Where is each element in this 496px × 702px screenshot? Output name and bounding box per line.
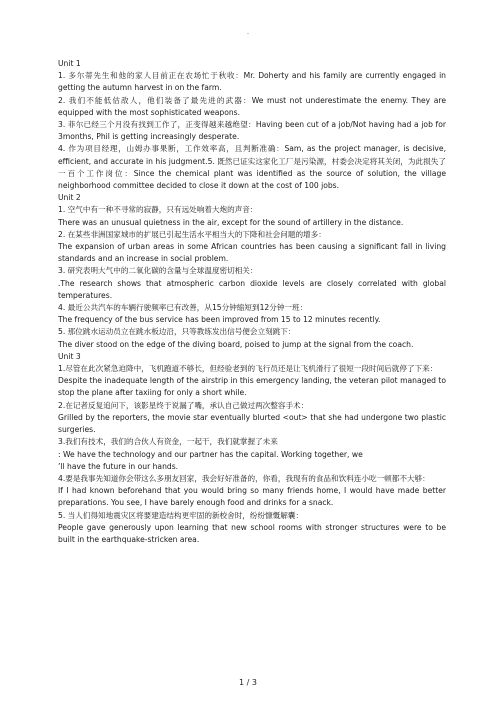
paragraph: Grilled by the reporters, the movie star eventually blurted <out> that she had undergone two plastic surgeries. <box>58 412 446 435</box>
paragraph: 3. 研究表明大气中的二氧化碳的含量与全球温度密切相关： <box>58 266 258 276</box>
paragraph: .The research shows that atmospheric carbon dioxide levels are closely correlated with global temperatures. <box>58 278 446 300</box>
paragraph: 5. 当人们得知地震灾区将要建造结构更牢固的新校舍时，纷纷慷慨解囊： <box>58 510 304 520</box>
paragraph: If I had known beforehand that you would bring so many friends home, I would have made better preparations. You see, I have barely enough food and drinks for a snack. <box>58 486 446 508</box>
paragraph: 2.在记者反复追问下，该影星终于说漏了嘴，承认自己做过两次整容手术： <box>58 400 309 410</box>
paragraph: : We have the technology and our partner has the capital. Working together, we <box>58 449 363 459</box>
paragraph: 1.尽管在此次紧急迫降中，飞机跑道不够长，但经验老到的飞行员还是让飞机滑行了很短一段时间后就停了下来： <box>58 364 438 374</box>
paragraph: 1. 空气中有一种不寻常的寂静，只有远处响着大炮的声音： <box>58 205 258 215</box>
paragraph: 3. 菲尔已经三个月没有找到工作了，正变得越来越绝望：Having been cut of a job/Not having had a job for 3months, Phil is getting increasingly desperate. <box>58 120 446 142</box>
paragraph: The diver stood on the edge of the diving board, poised to jump at the signal from the coach. <box>58 339 414 349</box>
paragraph: 4. 作为项目经理，山姆办事果断，工作效率高，且判断准确：Sam, as the project manager, is decisive, efficient, and accurate in his judgment.5. 既然已证实这家化工厂是污染源，村委会决定将其关闭，为此损失了一百个工作岗位：Since the chemical plant was identified as the source of solution, the village neighborhood committee decided to close it down at the cost of 100 jobs. <box>58 144 446 191</box>
paragraph: 4. 最近公共汽车的车辆行驶频率已有改善，从15分钟缩短到12分钟一班： <box>58 303 308 313</box>
unit-heading: Unit 2 <box>58 193 81 203</box>
paragraph: There was an unusual quietness in the air, except for the sound of artillery in the distance. <box>58 217 404 227</box>
paragraph: 3.我们有技术，我们的合伙人有资金，一起干，我们就掌握了未来 <box>58 437 278 447</box>
unit-heading: Unit 1 <box>58 59 81 68</box>
paragraph: The expansion of urban areas in some African countries has been causing a significant fall in living standards and an increase in social problem. <box>58 242 446 264</box>
paragraph: 5. 那位跳水运动员立在跳水板边沿，只等教练发出信号便会立刻跳下： <box>58 327 296 337</box>
paragraph: ’ll have the future in our hands. <box>58 461 179 471</box>
paragraph: Despite the inadequate length of the airstrip in this emergency landing, the veteran pilot managed to stop the plane after taxiing for only a short while. <box>58 376 446 398</box>
paragraph: 2. 我们不能低估敌人，他们装备了最先进的武器：We must not underestimate the enemy. They are equipped with the most sophisticated weapons. <box>58 95 446 117</box>
paragraph: 2. 在某些非洲国家城市的扩展已引起生活水平相当大的下降和社会问题的增多： <box>58 229 326 239</box>
paragraph: The frequency of the bus service has been improved from 15 to 12 minutes recently. <box>58 315 381 325</box>
page-number: 1 / 3 <box>239 678 257 687</box>
paragraph: 4.要是我事先知道你会带这么多朋友回家，我会好好准备的，你看，我现有的食品和饮料连小吃一顿都不大够： <box>58 473 430 483</box>
paragraph: People gave generously upon learning that new school rooms with stronger structures were to be built in the earthquake-stricken area. <box>58 522 446 544</box>
document-body <box>58 58 446 546</box>
header-mark: . <box>246 28 250 36</box>
paragraph: 1. 多尔蒂先生和他的家人目前正在农场忙于秋收：Mr. Doherty and his family are currently engaged in getting the autumn harvest in on the farm. <box>58 71 446 93</box>
unit-heading: Unit 3 <box>58 351 81 361</box>
